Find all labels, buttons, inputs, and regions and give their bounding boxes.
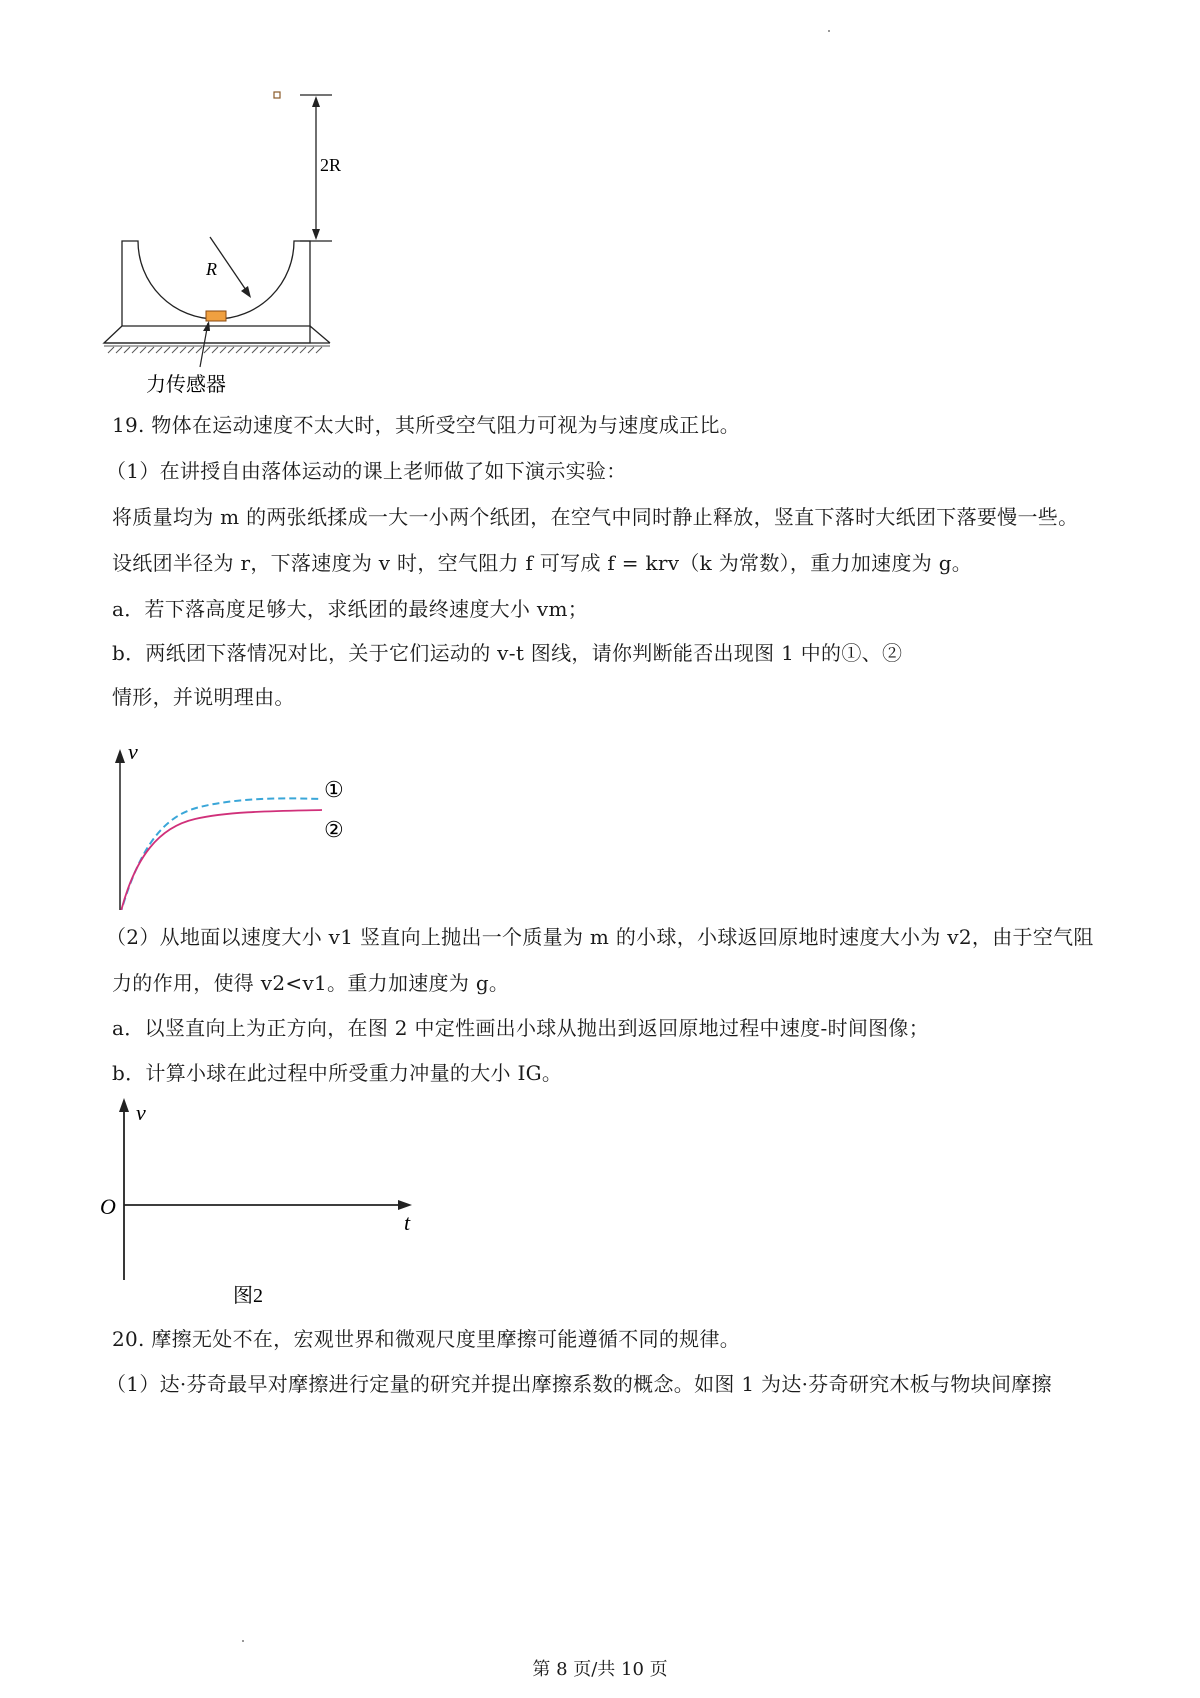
figure-2-vt-axes	[100, 1090, 440, 1330]
radius-label: R	[206, 259, 217, 279]
q19-part2-b: b．计算小球在此过程中所受重力冲量的大小 IG。	[112, 1061, 563, 1085]
force-sensor	[206, 311, 226, 321]
q19-part1-intro: （1）在讲授自由落体运动的课上老师做了如下演示实验：	[106, 459, 627, 483]
y-axis-label: v	[136, 1100, 146, 1125]
q20-part1: （1）达·芬奇最早对摩擦进行定量的研究并提出摩擦系数的概念。如图 1 为达·芬奇研究木板与物块间摩擦	[106, 1372, 1052, 1396]
page-footer: 第 8 页/共 10 页	[532, 1659, 668, 1680]
figure-1-vt-graph	[110, 700, 410, 910]
figure-2-caption: 图2	[233, 1285, 263, 1307]
scan-dot	[242, 1640, 244, 1642]
q19-part1-b-line1: b．两纸团下落情况对比，关于它们运动的 v-t 图线，请你判断能否出现图 1 中的①、②	[112, 641, 903, 665]
curve-2-label: ②	[324, 817, 344, 842]
q19-part2-a: a．以竖直向上为正方向，在图 2 中定性画出小球从抛出到返回原地过程中速度-时间图像；	[112, 1016, 930, 1040]
origin-label: O	[100, 1194, 116, 1219]
curve-2-solid	[120, 810, 322, 910]
curve-1-label: ①	[324, 777, 344, 802]
y-axis-label: v	[128, 739, 138, 764]
q19-part2-line1: （2）从地面以速度大小 v1 竖直向上抛出一个质量为 m 的小球，小球返回原地时速度大小为 v2，由于空气阻	[106, 925, 1094, 949]
q19-part1-a: a．若下落高度足够大，求纸团的最终速度大小 vm；	[112, 597, 589, 621]
q19-part1-b-line2: 情形，并说明理由。	[112, 685, 295, 709]
q20-stem: 20. 摩擦无处不在，宏观世界和微观尺度里摩擦可能遵循不同的规律。	[112, 1327, 741, 1351]
bowl-diagram	[100, 85, 360, 400]
small-block	[274, 92, 280, 98]
q19-part1-desc: 将质量均为 m 的两张纸揉成一大一小两个纸团，在空气中同时静止释放，竖直下落时大纸团下落要慢一些。	[112, 505, 1079, 529]
height-label: 2R	[320, 155, 342, 175]
q19-part2-line2: 力的作用，使得 v2<v1。重力加速度为 g。	[112, 971, 510, 995]
ground-hatching	[104, 346, 330, 353]
base-platform	[104, 326, 330, 343]
q19-part1-setup: 设纸团半径为 r，下落速度为 v 时，空气阻力 f 可写成 f = krv（k 为常数），重力加速度为 g。	[112, 551, 973, 575]
q19-stem: 19. 物体在运动速度不太大时，其所受空气阻力可视为与速度成正比。	[112, 413, 741, 437]
x-axis-label: t	[404, 1210, 411, 1235]
scan-dot	[828, 30, 830, 32]
sensor-label: 力传感器	[146, 374, 226, 396]
